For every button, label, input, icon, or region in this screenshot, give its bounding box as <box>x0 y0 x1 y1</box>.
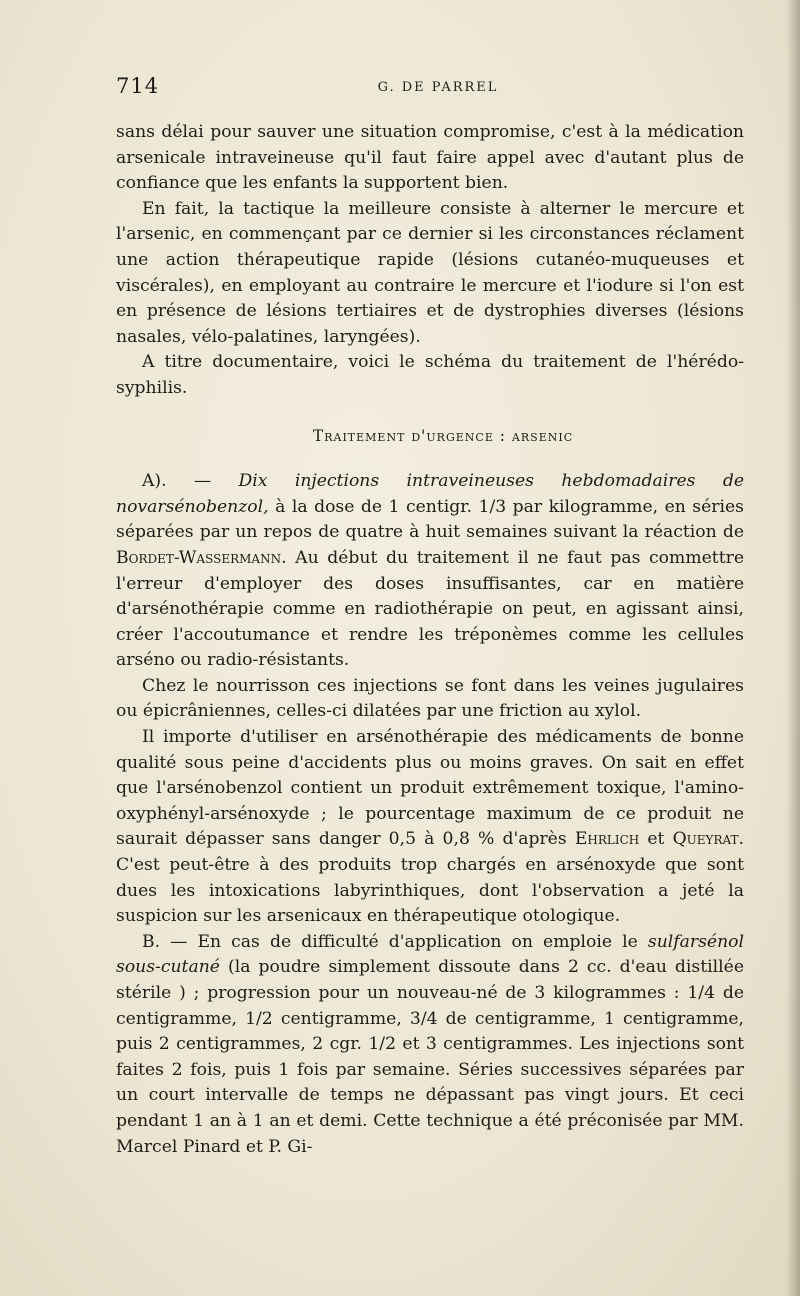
running-header <box>116 74 740 104</box>
p6-name-queyrat: Queyrat <box>672 829 739 850</box>
p6-end: . C'est peut-être à des produits trop chargés en arsénoxyde que sont dues les intoxications labyrinthiques, dont l'observation a jeté la suspicion sur les arsenicaux en thérapeutique otologique. <box>116 829 744 927</box>
p4-italic: Dix injections intraveineuses hebdomadaires de novarsénobenzol, <box>116 471 744 517</box>
paragraph-2: En fait, la tactique la meilleure consiste à alterner le mercure et l'arsenic, en commençant par ce dernier si les circonstances réclament une action thérapeutique rapide (lésions cutanéo-muqueuses et viscérales), en employant au contraire le mercure et l'iodure si l'on est en présence de lésions tertiaires et de dystrophies diverses (lésions nasales, vélo-palatines, laryngées). <box>116 198 744 347</box>
paragraph-7 <box>116 930 744 1160</box>
paragraph-3: A titre documentaire, voici le schéma du traitement de l'hérédo-syphilis. <box>116 352 744 398</box>
paragraph-5: Chez le nourrisson ces injections se font dans les veines jugulaires ou épicrâniennes, celles-ci dilatées par une friction au xylol. <box>116 675 744 722</box>
p7-italic: sulfarsénol sous-cutané <box>116 931 744 978</box>
p4-mid: à la dose de 1 centigr. 1/3 par kilogramme, en séries séparées par un repos de quatre à huit semaines suivant la réaction de <box>116 496 744 543</box>
p4-name: Bordet-Wassermann <box>116 547 282 568</box>
p7-end: (la poudre simplement dissoute dans 2 cc. d'eau distillée stérile ) ; progression pour un nouveau-né de 3 kilogrammes : 1/4 de centigramme, 1/2 centigramme, 3/4 de centigramme, 1 centigramme, puis 2 centigrammes, 2 cgr. 1/2 et 3 centigrammes. Les injections sont faites 2 fois, puis 1 fois par semaine. Séries successives séparées par un court intervalle de temps ne dépassant pas vingt jours. Et ceci pendant 1 an à 1 an et demi. Cette technique a été préconisée par MM. Marcel Pinard et P. Gi- <box>116 957 744 1157</box>
running-author: G. DE PARREL <box>377 80 499 95</box>
section-heading: Traitement d'urgence : arsenic <box>312 426 574 445</box>
p6-start: Il importe d'utiliser en arsénothérapie des médicaments de bonne qualité sous peine d'accidents plus ou moins graves. On sait en effet que l'arsénobenzol contient un produit extrêmement toxique, l'amino-oxyphényl-arsénoxyde ; le pourcentage maximum de ce produit ne saurait dépasser sans danger 0,5 à 0,8 % d'après <box>116 727 744 850</box>
paragraph-6 <box>116 725 744 930</box>
p7-prefix: B. — En cas de difficulté d'application on emploie le <box>142 931 648 952</box>
body-text <box>116 120 744 1160</box>
p6-name-ehrlich: Ehrlich <box>574 829 640 850</box>
page-edge-shadow <box>786 0 800 1296</box>
paragraph-1: sans délai pour sauver une situation compromise, c'est à la médication arsenicale intraveineuse qu'il faut faire appel avec d'autant plus de confiance que les enfants la supportent bien. <box>116 122 744 194</box>
paragraph-4 <box>116 469 744 674</box>
p4-end: . Au début du traitement il ne faut pas commettre l'erreur d'employer des doses insuffisantes, car en matière d'arsénothérapie comme en radiothérapie on peut, en agissant ainsi, créer l'accoutumance et rendre les tréponèmes comme les cellules arséno ou radio-résistants. <box>116 547 744 671</box>
p4-prefix: A). — <box>142 471 239 492</box>
p6-and: et <box>639 829 673 850</box>
page-number: 714 <box>116 74 160 98</box>
